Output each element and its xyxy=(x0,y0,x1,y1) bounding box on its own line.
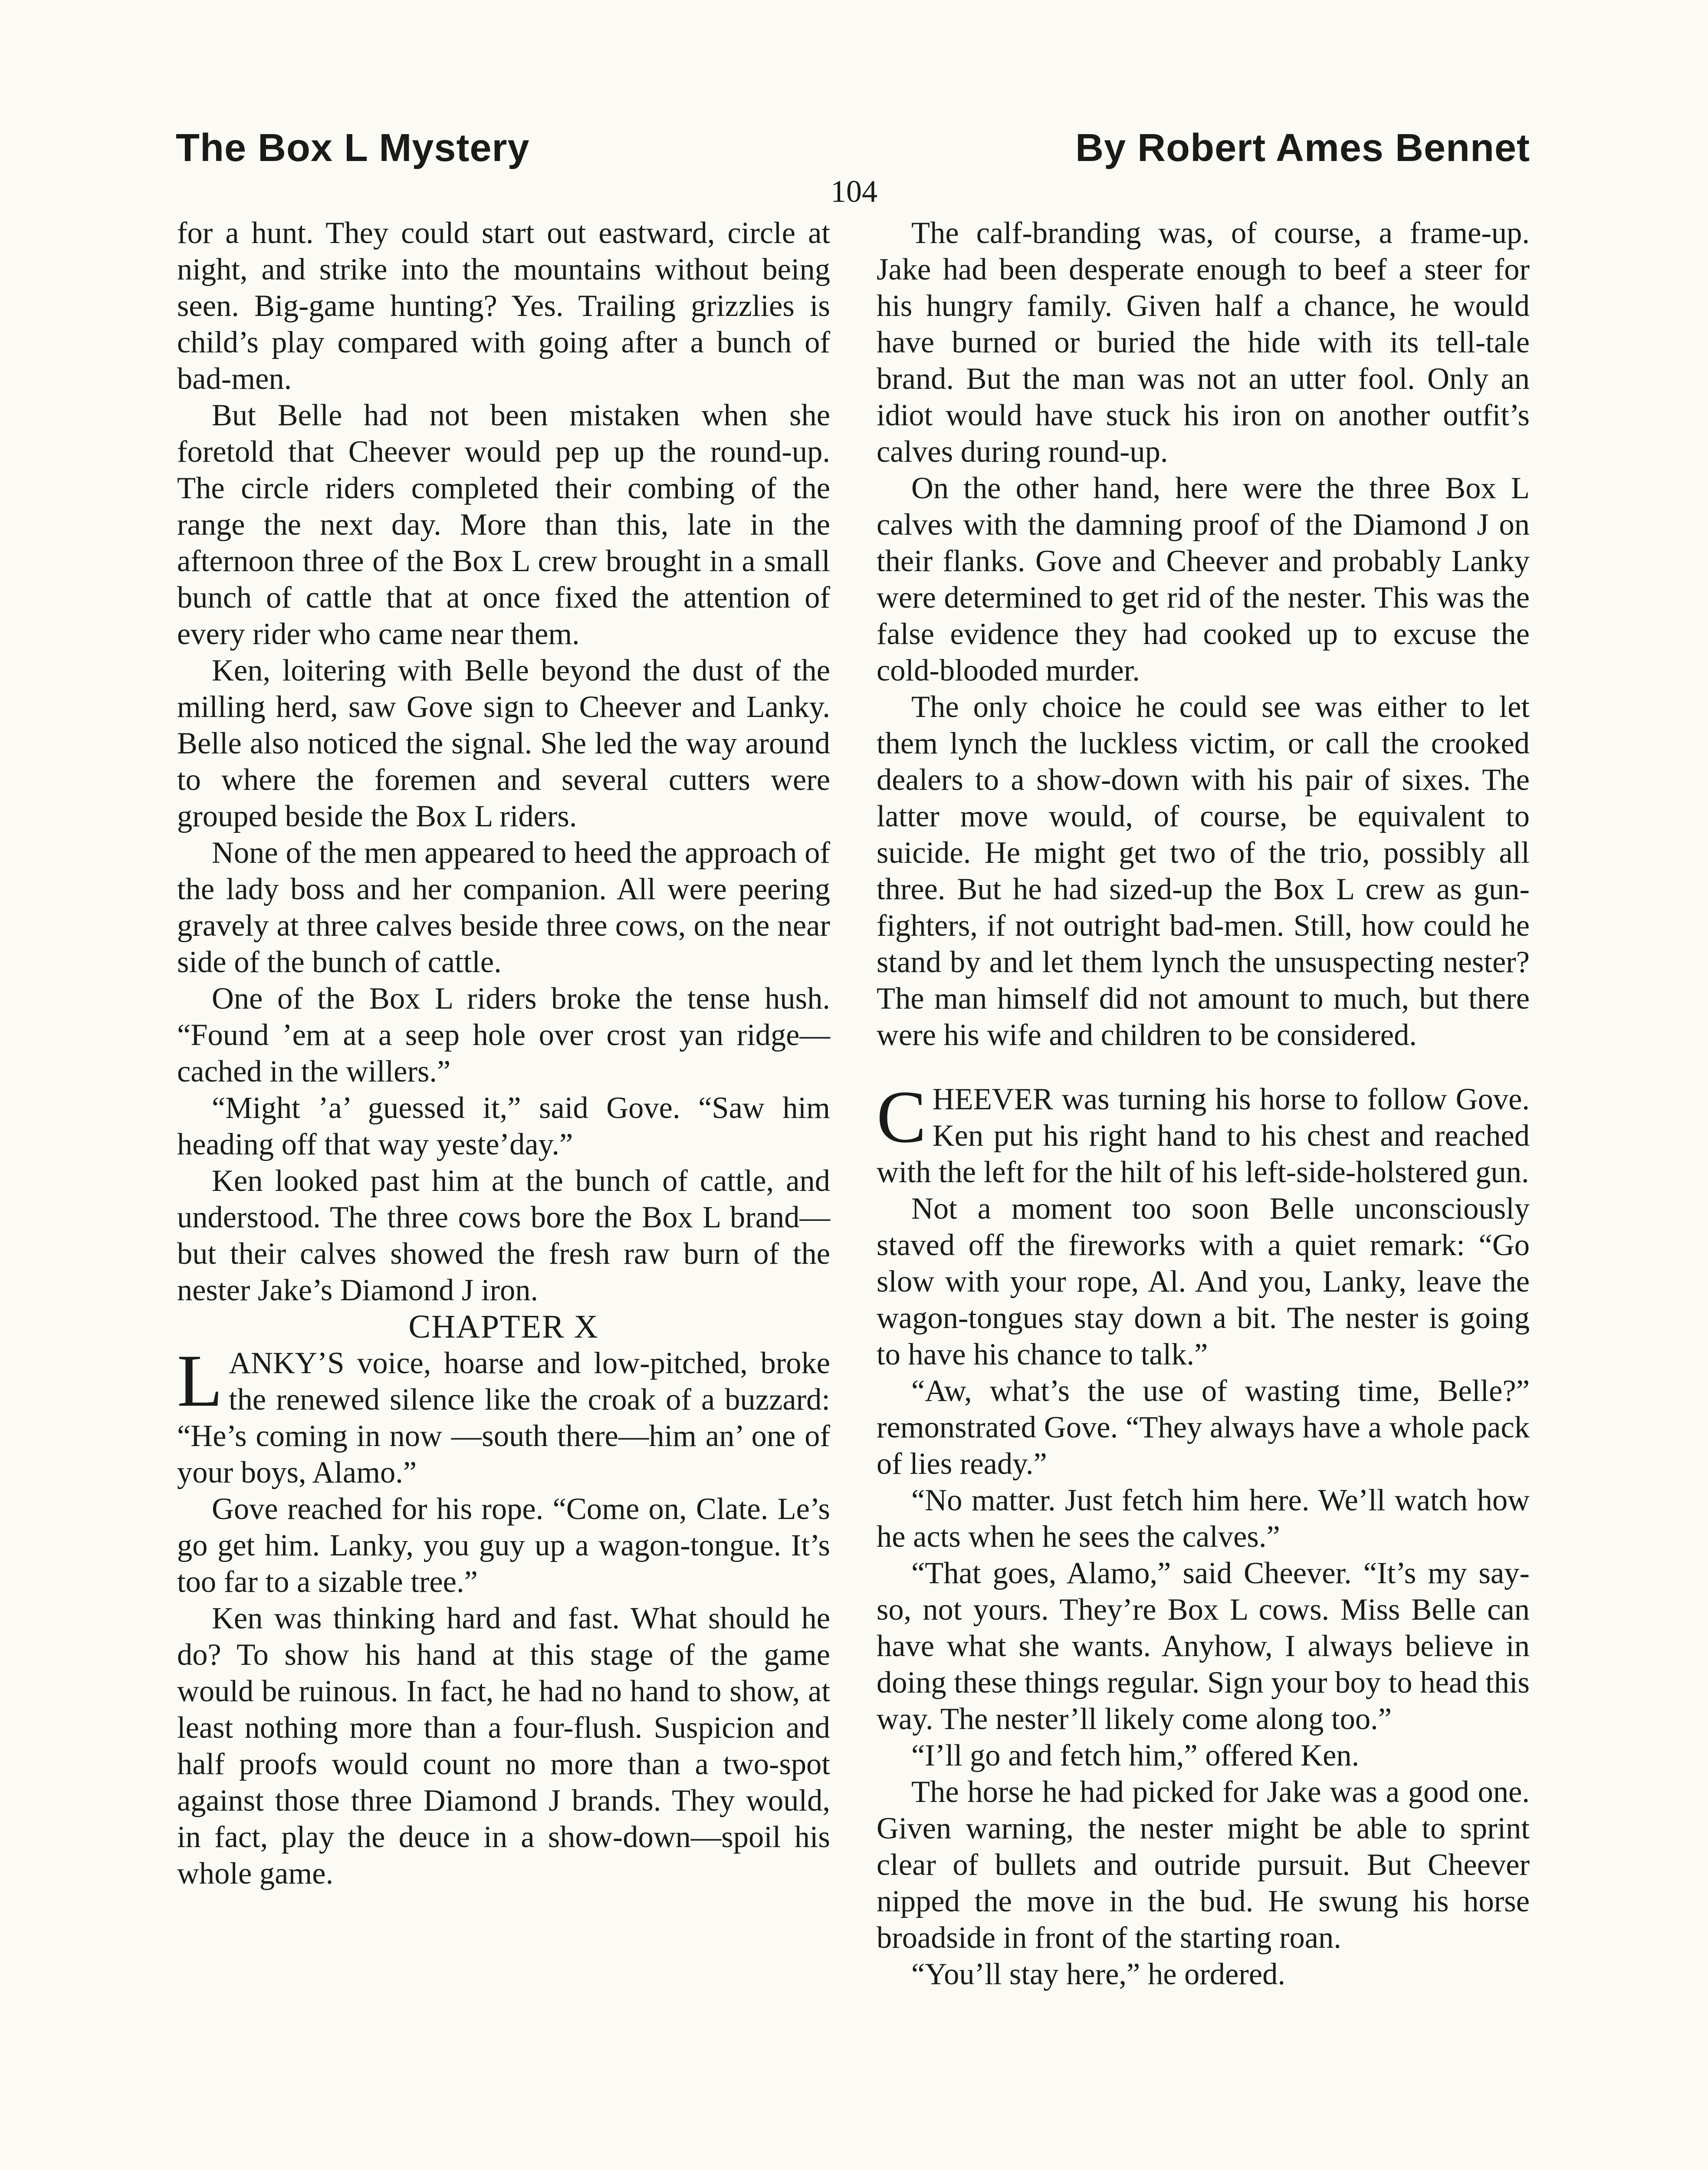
paragraph: The calf-branding was, of course, a frame-up. Jake had been desperate enough to beef a steer for his hungry family. Given half a chance, he would have burned or buried the hide with its tell-tale brand. But the man was not an utter fool. Only an idiot would have stuck his iron on another outfit’s calves during round-up. xyxy=(877,216,1530,469)
paragraph: Gove reached for his rope. “Come on, Clate. Le’s go get him. Lanky, you guy up a wagon-tongue. It’s too far to a sizable tree.” xyxy=(177,1492,830,1599)
paragraph: On the other hand, here were the three Box L calves with the damning proof of the Diamond J on their flanks. Gove and Cheever and probably Lanky were determined to get rid of the nester. This was the false evidence they had cooked up to excuse the cold-blooded murder. xyxy=(877,471,1530,687)
paragraph: Ken, loitering with Belle beyond the dust of the milling herd, saw Gove sign to Cheever and Lanky. Belle also noticed the signal. She led the way around to where the foremen and several cutters were grouped beside the Box L riders. xyxy=(177,654,830,833)
section-opening-paragraph xyxy=(877,1076,1530,1190)
chapter-opening-text: ANKY’S voice, hoarse and low-pitched, broke the renewed silence like the croak of a buzzard: “He’s coming in now —south there—him an’ one of your boys, Alamo.” xyxy=(177,1346,830,1489)
story-title: The Box L Mystery xyxy=(176,126,530,170)
page-number: 104 xyxy=(831,174,877,209)
chapter-opening-paragraph xyxy=(177,1340,830,1491)
paragraph: “That goes, Alamo,” said Cheever. “It’s my say-so, not yours. They’re Box L cows. Miss Belle can have what she wants. Anyhow, I always believe in doing these things regular. Sign your boy to head this way. The nester’ll likely come along too.” xyxy=(877,1556,1530,1736)
paragraph: “No matter. Just fetch him here. We’ll watch how he acts when he sees the calves.” xyxy=(877,1483,1530,1554)
right-column xyxy=(877,215,1530,1992)
paragraph: The only choice he could see was either to let them lynch the luckless victim, or call the crooked dealers to a show-down with his pair of sixes. The latter move would, of course, be equivalent to suicide. He might get two of the trio, possibly all three. But he had sized-up the Box L crew as gun-fighters, if not outright bad-men. Still, how could he stand by and let them lynch the unsuspecting nester? The man himself did not amount to much, but there were his wife and children to be considered. xyxy=(877,690,1530,1052)
left-column xyxy=(177,215,830,1892)
paragraph: Ken looked past him at the bunch of cattle, and understood. The three cows bore the Box L brand—but their calves showed the fresh raw burn of the nester Jake’s Diamond J iron. xyxy=(177,1164,830,1307)
chapter-heading: CHAPTER X xyxy=(408,1309,599,1345)
paragraph: Not a moment too soon Belle unconsciously staved off the fireworks with a quiet remark: “Go slow with your rope, Al. And you, Lanky, leave the wagon-tongues stay down a bit. The nester is going to have his chance to talk.” xyxy=(877,1192,1530,1371)
paragraph: One of the Box L riders broke the tense hush. “Found ’em at a seep hole over crost yan ridge—cached in the willers.” xyxy=(177,982,830,1088)
paragraph: Ken was thinking hard and fast. What should he do? To show his hand at this stage of the game would be ruinous. In fact, he had no hand to show, at least nothing more than a four-flush. Suspicion and half proofs would count no more than a two-spot against those three Diamond J brands. They would, in fact, play the deuce in a show-down—spoil his whole game. xyxy=(177,1601,830,1891)
paragraph: “Aw, what’s the use of wasting time, Belle?” remonstrated Gove. “They always have a whole pack of lies ready.” xyxy=(877,1374,1530,1481)
paragraph: for a hunt. They could start out eastward, circle at night, and strike into the mountains without being seen. Big-game hunting? Yes. Trailing grizzlies is child’s play compared with going after a bunch of bad-men. xyxy=(177,216,830,396)
drop-cap: C xyxy=(877,1076,926,1158)
drop-cap: L xyxy=(177,1340,223,1422)
paragraph: “Might ’a’ guessed it,” said Gove. “Saw him heading off that way yeste’day.” xyxy=(177,1091,830,1161)
paragraph: “You’ll stay here,” he ordered. xyxy=(911,1957,1286,1991)
section-opening-text: HEEVER was turning his horse to follow Gove. Ken put his right hand to his chest and reached with the left for the hilt of his left-side-holstered gun. xyxy=(877,1082,1530,1189)
paragraph: “I’ll go and fetch him,” offered Ken. xyxy=(911,1739,1360,1772)
paragraph: None of the men appeared to heed the approach of the lady boss and her companion. All were peering gravely at three calves beside three cows, on the near side of the bunch of cattle. xyxy=(177,836,830,979)
paragraph: But Belle had not been mistaken when she foretold that Cheever would pep up the round-up. The circle riders completed their combing of the range the next day. More than this, late in the afternoon three of the Box L crew brought in a small bunch of cattle that at once fixed the attention of every rider who came near them. xyxy=(177,398,830,651)
paragraph: The horse he had picked for Jake was a good one. Given warning, the nester might be able to sprint clear of bullets and outride pursuit. But Cheever nipped the move in the bud. He swung his horse broadside in front of the starting roan. xyxy=(877,1775,1530,1955)
author-byline: By Robert Ames Bennet xyxy=(1075,126,1530,170)
